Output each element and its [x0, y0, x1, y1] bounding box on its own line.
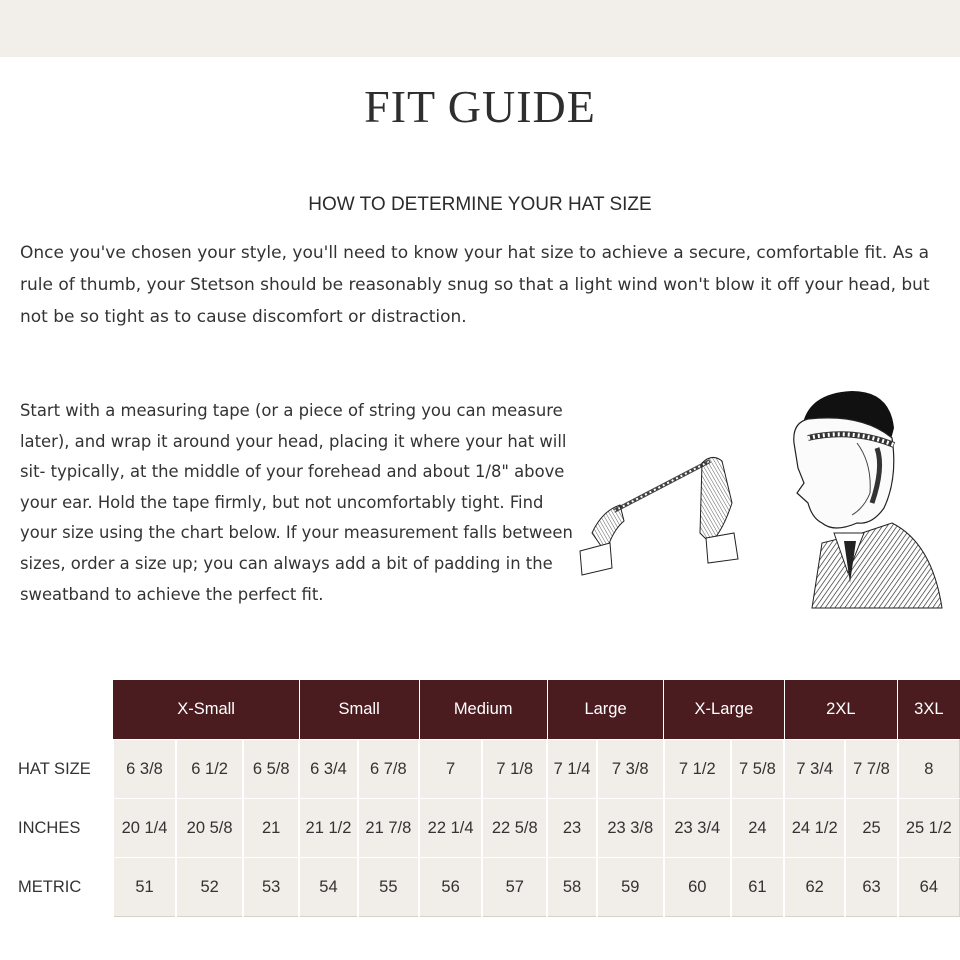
table-cell: 6 7/8 — [358, 740, 419, 799]
table-cell: 61 — [731, 858, 784, 917]
intro-paragraph: Once you've chosen your style, you'll need to know your hat size to achieve a secure, comfortable fit. As a rule of thumb, your Stetson should be reasonably snug so that a light wind won't blow it off your head, but not be so tight as to cause discomfort or distraction. — [20, 243, 930, 327]
table-cell: 24 1/2 — [784, 799, 845, 858]
table-cell: 25 — [845, 799, 897, 858]
page-title: FIT GUIDE — [364, 81, 596, 132]
table-row-metric — [10, 858, 960, 917]
table-cell: 58 — [547, 858, 596, 917]
table-cell: 25 1/2 — [898, 799, 960, 858]
row-label-inches: INCHES — [10, 799, 113, 858]
table-cell: 21 1/2 — [299, 799, 357, 858]
hands-with-tape — [580, 457, 738, 575]
table-cell: 7 — [419, 740, 482, 799]
table-cell: 21 7/8 — [358, 799, 419, 858]
table-cell: 7 5/8 — [731, 740, 784, 799]
table-cell: 52 — [176, 858, 243, 917]
table-cell: 7 7/8 — [845, 740, 897, 799]
table-cell: 63 — [845, 858, 897, 917]
top-band — [0, 0, 960, 57]
table-cell: 6 5/8 — [243, 740, 299, 799]
size-header-2xl: 2XL — [784, 680, 898, 740]
table-cell: 7 3/8 — [597, 740, 664, 799]
head-measuring-illustration — [572, 383, 952, 618]
table-cell: 23 — [547, 799, 596, 858]
table-cell: 56 — [419, 858, 482, 917]
size-chart-table — [10, 680, 960, 917]
size-header-xlarge: X-Large — [664, 680, 784, 740]
instructions-paragraph: Start with a measuring tape (or a piece of string you can measure later), and wrap it around your head, placing it where your hat will sit- typically, at the middle of your forehead and about 1/8" above your ear. Hold the tape firmly, but not uncomfortably tight. Find your size using the chart below. If your measurement falls between sizes, order a size up; you can always add a bit of padding in the sweatband to achieve the perfect fit. — [20, 401, 573, 604]
size-header-row — [10, 680, 960, 740]
table-cell: 54 — [299, 858, 357, 917]
table-row-hat-size — [10, 740, 960, 799]
table-cell: 57 — [482, 858, 547, 917]
table-cell: 53 — [243, 858, 299, 917]
table-cell: 7 1/8 — [482, 740, 547, 799]
table-cell: 22 5/8 — [482, 799, 547, 858]
table-cell: 64 — [898, 858, 960, 917]
table-cell: 59 — [597, 858, 664, 917]
corner-cell — [10, 680, 113, 740]
table-cell: 20 1/4 — [113, 799, 176, 858]
table-cell: 60 — [664, 858, 731, 917]
table-cell: 23 3/8 — [597, 799, 664, 858]
table-cell: 55 — [358, 858, 419, 917]
section-heading: HOW TO DETERMINE YOUR HAT SIZE — [308, 194, 652, 215]
table-cell: 20 5/8 — [176, 799, 243, 858]
table-cell: 6 1/2 — [176, 740, 243, 799]
table-cell: 51 — [113, 858, 176, 917]
table-cell: 7 1/4 — [547, 740, 596, 799]
table-cell: 62 — [784, 858, 845, 917]
size-header-3xl: 3XL — [898, 680, 960, 740]
table-cell: 23 3/4 — [664, 799, 731, 858]
table-cell: 6 3/8 — [113, 740, 176, 799]
table-cell: 8 — [898, 740, 960, 799]
size-header-xsmall: X-Small — [113, 680, 299, 740]
size-header-large: Large — [547, 680, 663, 740]
table-cell: 7 3/4 — [784, 740, 845, 799]
row-label-hat-size: HAT SIZE — [10, 740, 113, 799]
size-header-small: Small — [299, 680, 419, 740]
table-cell: 22 1/4 — [419, 799, 482, 858]
row-label-metric: METRIC — [10, 858, 113, 917]
table-cell: 6 3/4 — [299, 740, 357, 799]
size-header-medium: Medium — [419, 680, 547, 740]
table-row-inches — [10, 799, 960, 858]
table-cell: 7 1/2 — [664, 740, 731, 799]
table-cell: 21 — [243, 799, 299, 858]
table-cell: 24 — [731, 799, 784, 858]
head-profile — [794, 391, 942, 608]
